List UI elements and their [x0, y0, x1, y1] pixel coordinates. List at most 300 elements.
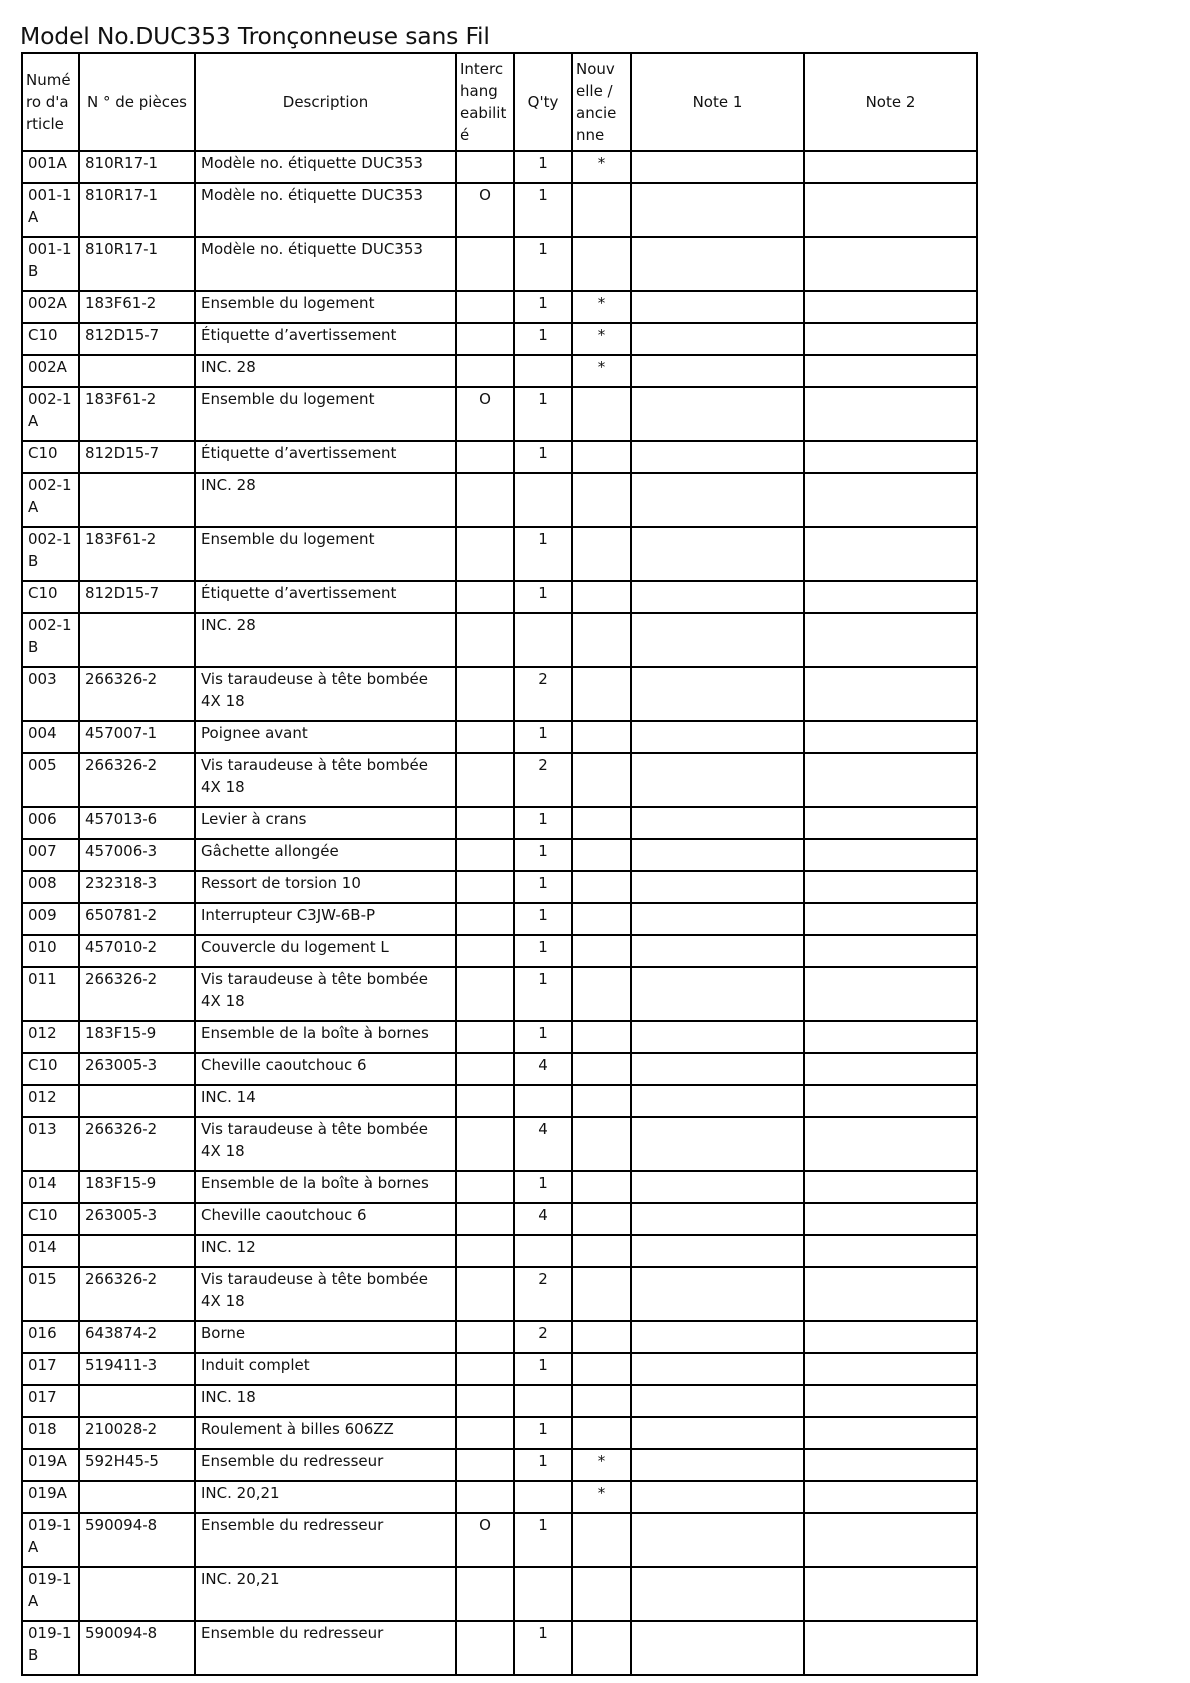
table-row [22, 1481, 977, 1513]
table-row [22, 527, 977, 581]
table-row [22, 355, 977, 387]
cell-interchangeability [456, 613, 514, 667]
cell-description: INC. 28 [195, 473, 456, 527]
cell-description: Ensemble du redresseur [195, 1621, 456, 1675]
cell-qty: 1 [514, 237, 572, 291]
cell-item-no: 001-1 B [22, 237, 79, 291]
cell-item-no: 013 [22, 1117, 79, 1171]
cell-description: Ensemble du logement [195, 527, 456, 581]
cell-new-old [572, 1417, 631, 1449]
cell-note-1 [631, 871, 804, 903]
table-row [22, 581, 977, 613]
cell-new-old [572, 903, 631, 935]
cell-part-no: 232318-3 [79, 871, 195, 903]
cell-new-old [572, 473, 631, 527]
cell-interchangeability [456, 871, 514, 903]
cell-qty: 1 [514, 441, 572, 473]
cell-part-no: 266326-2 [79, 967, 195, 1021]
cell-description: Levier à crans [195, 807, 456, 839]
table-row [22, 903, 977, 935]
cell-item-no: 017 [22, 1353, 79, 1385]
cell-qty: 1 [514, 839, 572, 871]
cell-note-1 [631, 441, 804, 473]
cell-description: Vis taraudeuse à tête bombée 4X 18 [195, 667, 456, 721]
cell-part-no: 457006-3 [79, 839, 195, 871]
cell-note-2 [804, 355, 977, 387]
cell-description: Ensemble du redresseur [195, 1449, 456, 1481]
cell-item-no: 019A [22, 1481, 79, 1513]
cell-part-no: 812D15-7 [79, 581, 195, 613]
table-row [22, 753, 977, 807]
table-row [22, 613, 977, 667]
table-row [22, 151, 977, 183]
table-row [22, 721, 977, 753]
cell-interchangeability [456, 237, 514, 291]
cell-part-no: 590094-8 [79, 1621, 195, 1675]
cell-description: Couvercle du logement L [195, 935, 456, 967]
cell-note-1 [631, 1567, 804, 1621]
cell-part-no: 810R17-1 [79, 183, 195, 237]
header-description: Description [195, 53, 456, 151]
cell-item-no: 014 [22, 1171, 79, 1203]
cell-item-no: 004 [22, 721, 79, 753]
cell-note-1 [631, 613, 804, 667]
cell-note-1 [631, 1417, 804, 1449]
cell-qty: 1 [514, 151, 572, 183]
cell-interchangeability [456, 1621, 514, 1675]
cell-part-no: 457013-6 [79, 807, 195, 839]
cell-note-2 [804, 613, 977, 667]
cell-note-1 [631, 935, 804, 967]
table-row [22, 967, 977, 1021]
cell-interchangeability [456, 1385, 514, 1417]
cell-note-2 [804, 839, 977, 871]
page-title: Model No.DUC353 Tronçonneuse sans Fil [20, 22, 490, 50]
cell-description: Ensemble de la boîte à bornes [195, 1171, 456, 1203]
cell-note-2 [804, 753, 977, 807]
cell-note-2 [804, 1203, 977, 1235]
cell-part-no: 183F61-2 [79, 291, 195, 323]
cell-description: Vis taraudeuse à tête bombée 4X 18 [195, 753, 456, 807]
table-body [22, 151, 977, 1675]
cell-item-no: 006 [22, 807, 79, 839]
cell-interchangeability [456, 721, 514, 753]
cell-description: Vis taraudeuse à tête bombée 4X 18 [195, 1267, 456, 1321]
cell-item-no: 002A [22, 291, 79, 323]
header-part-no: N ° de pièces [79, 53, 195, 151]
cell-new-old [572, 935, 631, 967]
cell-part-no: 812D15-7 [79, 441, 195, 473]
cell-interchangeability [456, 667, 514, 721]
cell-note-1 [631, 967, 804, 1021]
cell-item-no: 017 [22, 1385, 79, 1417]
cell-note-2 [804, 527, 977, 581]
cell-part-no: 590094-8 [79, 1513, 195, 1567]
cell-description: Interrupteur C3JW-6B-P [195, 903, 456, 935]
cell-note-1 [631, 1085, 804, 1117]
cell-description: Étiquette d’avertissement [195, 441, 456, 473]
cell-description: Étiquette d’avertissement [195, 581, 456, 613]
cell-note-2 [804, 807, 977, 839]
table-row [22, 1353, 977, 1385]
cell-qty: 1 [514, 1353, 572, 1385]
cell-part-no [79, 355, 195, 387]
cell-description: Roulement à billes 606ZZ [195, 1417, 456, 1449]
cell-note-2 [804, 441, 977, 473]
cell-item-no: 002-1 A [22, 387, 79, 441]
cell-note-2 [804, 1449, 977, 1481]
cell-interchangeability [456, 967, 514, 1021]
cell-note-1 [631, 1267, 804, 1321]
cell-description: Ensemble de la boîte à bornes [195, 1021, 456, 1053]
cell-note-2 [804, 903, 977, 935]
cell-qty: 1 [514, 581, 572, 613]
cell-new-old [572, 581, 631, 613]
cell-part-no: 457007-1 [79, 721, 195, 753]
cell-item-no: 002-1 B [22, 613, 79, 667]
cell-description: Ressort de torsion 10 [195, 871, 456, 903]
cell-note-2 [804, 1235, 977, 1267]
table-row [22, 807, 977, 839]
cell-part-no [79, 1481, 195, 1513]
cell-item-no: 012 [22, 1085, 79, 1117]
cell-description: Modèle no. étiquette DUC353 [195, 151, 456, 183]
cell-qty: 1 [514, 935, 572, 967]
cell-description: INC. 12 [195, 1235, 456, 1267]
cell-qty: 1 [514, 1513, 572, 1567]
table-row [22, 1385, 977, 1417]
cell-new-old: * [572, 355, 631, 387]
cell-part-no: 592H45-5 [79, 1449, 195, 1481]
cell-interchangeability [456, 581, 514, 613]
cell-item-no: 002-1 B [22, 527, 79, 581]
table-row [22, 839, 977, 871]
cell-interchangeability [456, 1235, 514, 1267]
cell-description: INC. 28 [195, 613, 456, 667]
cell-note-1 [631, 1203, 804, 1235]
cell-item-no: 002-1 A [22, 473, 79, 527]
cell-part-no: 519411-3 [79, 1353, 195, 1385]
cell-description: Vis taraudeuse à tête bombée 4X 18 [195, 967, 456, 1021]
cell-interchangeability [456, 151, 514, 183]
cell-part-no: 810R17-1 [79, 237, 195, 291]
cell-new-old: * [572, 323, 631, 355]
table-header-row [22, 53, 977, 151]
cell-interchangeability [456, 1171, 514, 1203]
cell-note-1 [631, 1621, 804, 1675]
table-row [22, 473, 977, 527]
cell-new-old [572, 721, 631, 753]
table-row [22, 441, 977, 473]
table-row [22, 935, 977, 967]
header-new-old: Nouv elle / ancie nne [572, 53, 631, 151]
cell-description: Borne [195, 1321, 456, 1353]
cell-item-no: 008 [22, 871, 79, 903]
cell-qty: 1 [514, 183, 572, 237]
cell-new-old: * [572, 291, 631, 323]
cell-part-no: 183F61-2 [79, 527, 195, 581]
cell-item-no: 016 [22, 1321, 79, 1353]
cell-interchangeability [456, 1481, 514, 1513]
cell-note-1 [631, 237, 804, 291]
cell-qty: 2 [514, 1267, 572, 1321]
parts-table [21, 52, 978, 1676]
cell-qty: 2 [514, 667, 572, 721]
cell-interchangeability [456, 903, 514, 935]
cell-interchangeability [456, 1053, 514, 1085]
table-row [22, 1117, 977, 1171]
cell-new-old [572, 1085, 631, 1117]
cell-note-1 [631, 151, 804, 183]
cell-qty: 1 [514, 721, 572, 753]
cell-new-old [572, 1567, 631, 1621]
cell-note-2 [804, 473, 977, 527]
cell-description: Ensemble du logement [195, 387, 456, 441]
cell-qty: 1 [514, 291, 572, 323]
cell-part-no [79, 1385, 195, 1417]
cell-item-no: 010 [22, 935, 79, 967]
cell-interchangeability [456, 839, 514, 871]
cell-note-2 [804, 291, 977, 323]
cell-qty: 1 [514, 903, 572, 935]
cell-interchangeability: O [456, 183, 514, 237]
table-row [22, 323, 977, 355]
cell-note-2 [804, 1171, 977, 1203]
cell-item-no: 005 [22, 753, 79, 807]
cell-qty: 1 [514, 387, 572, 441]
cell-part-no: 266326-2 [79, 1267, 195, 1321]
cell-part-no: 650781-2 [79, 903, 195, 935]
cell-note-2 [804, 1567, 977, 1621]
cell-qty [514, 1235, 572, 1267]
cell-item-no: 002A [22, 355, 79, 387]
table-row [22, 1085, 977, 1117]
cell-part-no [79, 1235, 195, 1267]
cell-note-1 [631, 667, 804, 721]
table-row [22, 387, 977, 441]
cell-item-no: 003 [22, 667, 79, 721]
cell-note-2 [804, 1417, 977, 1449]
cell-new-old [572, 1203, 631, 1235]
cell-interchangeability [456, 473, 514, 527]
cell-new-old [572, 839, 631, 871]
cell-note-2 [804, 935, 977, 967]
cell-interchangeability [456, 323, 514, 355]
header-note-1: Note 1 [631, 53, 804, 151]
cell-interchangeability: O [456, 387, 514, 441]
cell-part-no: 810R17-1 [79, 151, 195, 183]
cell-interchangeability [456, 527, 514, 581]
cell-note-1 [631, 473, 804, 527]
cell-description: Poignee avant [195, 721, 456, 753]
cell-qty: 1 [514, 871, 572, 903]
cell-qty: 1 [514, 1417, 572, 1449]
cell-item-no: 011 [22, 967, 79, 1021]
table-row [22, 183, 977, 237]
table-row [22, 1449, 977, 1481]
cell-part-no: 263005-3 [79, 1053, 195, 1085]
cell-note-1 [631, 387, 804, 441]
cell-new-old [572, 1117, 631, 1171]
cell-description: INC. 18 [195, 1385, 456, 1417]
cell-qty: 1 [514, 1449, 572, 1481]
cell-part-no: 266326-2 [79, 753, 195, 807]
cell-note-2 [804, 967, 977, 1021]
cell-description: Cheville caoutchouc 6 [195, 1053, 456, 1085]
cell-note-2 [804, 667, 977, 721]
cell-interchangeability [456, 1085, 514, 1117]
cell-note-1 [631, 903, 804, 935]
cell-part-no: 266326-2 [79, 1117, 195, 1171]
cell-new-old [572, 1171, 631, 1203]
cell-description: Cheville caoutchouc 6 [195, 1203, 456, 1235]
cell-note-1 [631, 1171, 804, 1203]
cell-item-no: 001-1 A [22, 183, 79, 237]
cell-interchangeability [456, 1321, 514, 1353]
cell-new-old [572, 1621, 631, 1675]
cell-description: INC. 28 [195, 355, 456, 387]
table-row [22, 1567, 977, 1621]
cell-new-old [572, 441, 631, 473]
cell-interchangeability [456, 1567, 514, 1621]
cell-qty: 1 [514, 1171, 572, 1203]
cell-qty: 2 [514, 753, 572, 807]
cell-new-old [572, 1321, 631, 1353]
cell-new-old [572, 807, 631, 839]
cell-description: Gâchette allongée [195, 839, 456, 871]
table-row [22, 1621, 977, 1675]
table-row [22, 1267, 977, 1321]
cell-note-1 [631, 183, 804, 237]
table-row [22, 1235, 977, 1267]
cell-interchangeability [456, 355, 514, 387]
cell-qty: 1 [514, 323, 572, 355]
cell-new-old [572, 1235, 631, 1267]
cell-item-no: 009 [22, 903, 79, 935]
cell-note-2 [804, 1021, 977, 1053]
cell-qty: 1 [514, 807, 572, 839]
cell-description: Modèle no. étiquette DUC353 [195, 183, 456, 237]
cell-note-2 [804, 1481, 977, 1513]
cell-note-1 [631, 1481, 804, 1513]
cell-qty: 4 [514, 1053, 572, 1085]
cell-interchangeability [456, 1417, 514, 1449]
header-qty: Q'ty [514, 53, 572, 151]
cell-interchangeability [456, 1117, 514, 1171]
cell-note-1 [631, 323, 804, 355]
cell-part-no [79, 473, 195, 527]
cell-new-old [572, 1053, 631, 1085]
cell-part-no [79, 1567, 195, 1621]
cell-note-2 [804, 1053, 977, 1085]
header-interchangeability: Interc hang eabilit é [456, 53, 514, 151]
cell-qty [514, 1085, 572, 1117]
cell-description: Ensemble du redresseur [195, 1513, 456, 1567]
cell-note-1 [631, 753, 804, 807]
cell-note-2 [804, 1321, 977, 1353]
cell-part-no [79, 1085, 195, 1117]
cell-note-2 [804, 151, 977, 183]
cell-note-2 [804, 721, 977, 753]
cell-item-no: 019-1 A [22, 1513, 79, 1567]
cell-item-no: C10 [22, 441, 79, 473]
cell-note-2 [804, 871, 977, 903]
cell-interchangeability [456, 441, 514, 473]
table-row [22, 237, 977, 291]
cell-item-no: 019-1 A [22, 1567, 79, 1621]
cell-qty [514, 473, 572, 527]
table-row [22, 1021, 977, 1053]
cell-qty: 1 [514, 1021, 572, 1053]
cell-part-no: 457010-2 [79, 935, 195, 967]
cell-part-no [79, 613, 195, 667]
cell-note-1 [631, 721, 804, 753]
cell-new-old [572, 237, 631, 291]
cell-item-no: 019-1 B [22, 1621, 79, 1675]
cell-note-1 [631, 1385, 804, 1417]
cell-qty [514, 1385, 572, 1417]
table-row [22, 667, 977, 721]
cell-interchangeability [456, 807, 514, 839]
cell-new-old [572, 1353, 631, 1385]
cell-item-no: 015 [22, 1267, 79, 1321]
table-row [22, 1171, 977, 1203]
cell-new-old [572, 967, 631, 1021]
cell-interchangeability: O [456, 1513, 514, 1567]
cell-qty: 4 [514, 1203, 572, 1235]
cell-note-2 [804, 323, 977, 355]
cell-note-1 [631, 1021, 804, 1053]
cell-note-1 [631, 1053, 804, 1085]
cell-qty: 1 [514, 967, 572, 1021]
cell-item-no: C10 [22, 581, 79, 613]
table-row [22, 1321, 977, 1353]
cell-description: INC. 14 [195, 1085, 456, 1117]
table-row [22, 291, 977, 323]
cell-qty [514, 613, 572, 667]
cell-qty [514, 1481, 572, 1513]
cell-item-no: C10 [22, 323, 79, 355]
cell-qty [514, 355, 572, 387]
cell-note-2 [804, 387, 977, 441]
cell-note-1 [631, 1321, 804, 1353]
cell-note-1 [631, 807, 804, 839]
cell-description: Ensemble du logement [195, 291, 456, 323]
cell-interchangeability [456, 1353, 514, 1385]
cell-new-old [572, 1021, 631, 1053]
cell-new-old [572, 753, 631, 807]
cell-note-1 [631, 1513, 804, 1567]
cell-note-1 [631, 291, 804, 323]
cell-note-2 [804, 1085, 977, 1117]
cell-interchangeability [456, 753, 514, 807]
table-row [22, 1513, 977, 1567]
cell-part-no: 183F15-9 [79, 1021, 195, 1053]
cell-part-no: 210028-2 [79, 1417, 195, 1449]
cell-new-old: * [572, 1481, 631, 1513]
cell-interchangeability [456, 1267, 514, 1321]
cell-item-no: 014 [22, 1235, 79, 1267]
cell-part-no: 643874-2 [79, 1321, 195, 1353]
cell-item-no: C10 [22, 1053, 79, 1085]
table-row [22, 1417, 977, 1449]
cell-item-no: 018 [22, 1417, 79, 1449]
cell-interchangeability [456, 1449, 514, 1481]
cell-note-2 [804, 1621, 977, 1675]
cell-note-1 [631, 527, 804, 581]
cell-description: Vis taraudeuse à tête bombée 4X 18 [195, 1117, 456, 1171]
cell-part-no: 812D15-7 [79, 323, 195, 355]
